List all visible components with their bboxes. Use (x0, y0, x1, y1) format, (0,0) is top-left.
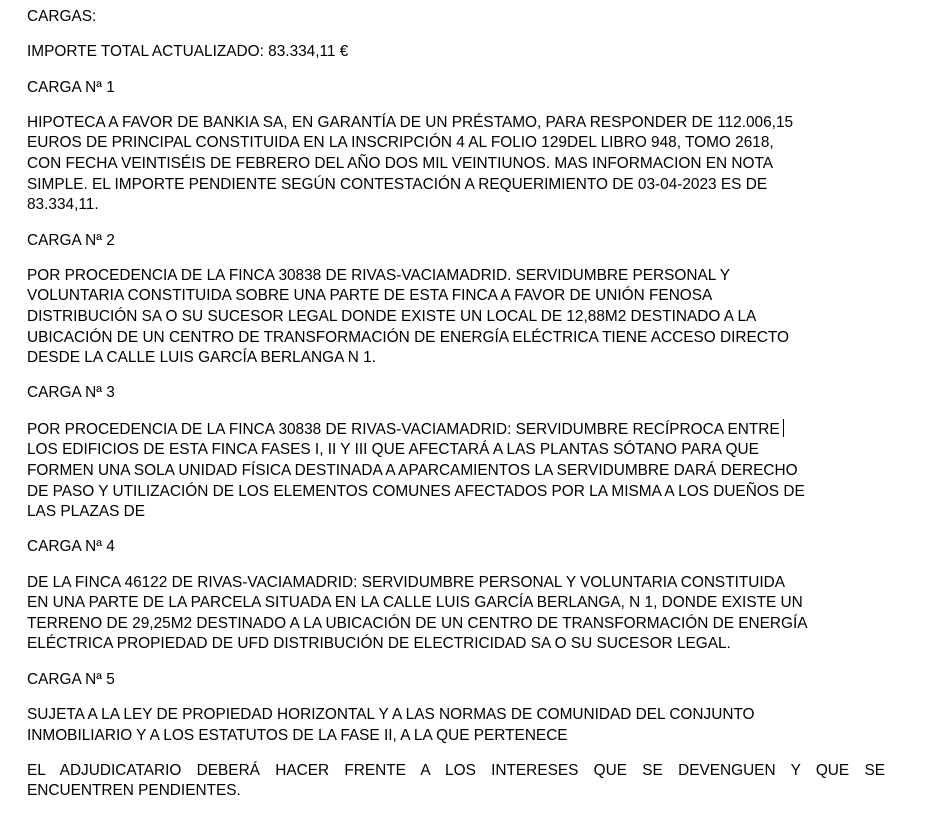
text-line-content: POR PROCEDENCIA DE LA FINCA 30838 DE RIVAS-VACIAMADRID: SERVIDUMBRE RECÍPROCA ENTRE (27, 420, 780, 438)
carga-2-text (27, 266, 885, 369)
carga-1-title: CARGA Nª 1 (27, 78, 115, 96)
carga-4-text (27, 573, 885, 655)
text-line (27, 419, 885, 441)
text-line: CON FECHA VEINTISÉIS DE FEBRERO DEL AÑO DOS MIL VEINTIUNOS. MAS INFORMACION EN NOTA (27, 155, 773, 173)
document-body (27, 7, 885, 817)
text-line: INMOBILIARIO Y A LOS ESTATUTOS DE LA FASE II, A LA QUE PERTENECE (27, 726, 568, 744)
text-line-justified: EL ADJUDICATARIO DEBERÁ HACER FRENTE A LOS INTERESES QUE SE DEVENGUEN Y QUE SE (27, 761, 885, 779)
text-line: DE LA FINCA 46122 DE RIVAS-VACIAMADRID: SERVIDUMBRE PERSONAL Y VOLUNTARIA CONSTITUIDA (27, 573, 786, 591)
text-line: TERRENO DE 29,25M2 DESTINADO A LA UBICACIÓN DE UN CENTRO DE TRANSFORMACIÓN DE ENERGÍA (27, 614, 808, 632)
cargas-heading: CARGAS: (27, 8, 97, 25)
text-line: LAS PLAZAS DE (27, 503, 146, 521)
text-line: VOLUNTARIA CONSTITUIDA SOBRE UNA PARTE DE ESTA FINCA A FAVOR DE UNIÓN FENOSA (27, 287, 713, 305)
text-line: 83.334,11. (27, 196, 99, 214)
closing-note (27, 761, 885, 802)
text-line: DISTRIBUCIÓN SA O SU SUCESOR LEGAL DONDE EXISTE UN LOCAL DE 12,88M2 DESTINADO A LA (27, 307, 757, 325)
text-line: UBICACIÓN DE UN CENTRO DE TRANSFORMACIÓN DE ENERGÍA ELÉCTRICA TIENE ACCESO DIRECTO (27, 328, 789, 346)
carga-1-text (27, 113, 885, 216)
text-line: LOS EDIFICIOS DE ESTA FINCA FASES I, II Y III QUE AFECTARÁ A LAS PLANTAS SÓTANO PARA QUE (27, 441, 759, 459)
carga-5-text (27, 705, 885, 746)
text-line: POR PROCEDENCIA DE LA FINCA 30838 DE RIVAS-VACIAMADRID. SERVIDUMBRE PERSONAL Y (27, 266, 731, 284)
text-line: SIMPLE. EL IMPORTE PENDIENTE SEGÚN CONTESTACIÓN A REQUERIMIENTO DE 03-04-2023 ES DE (27, 175, 768, 193)
text-line: DE PASO Y UTILIZACIÓN DE LOS ELEMENTOS COMUNES AFECTADOS POR LA MISMA A LOS DUEÑOS DE (27, 482, 805, 500)
total-amount: IMPORTE TOTAL ACTUALIZADO: 83.334,11 € (27, 43, 349, 61)
text-line: SUJETA A LA LEY DE PROPIEDAD HORIZONTAL Y A LAS NORMAS DE COMUNIDAD DEL CONJUNTO (27, 706, 755, 723)
text-cursor (783, 419, 784, 437)
text-line: HIPOTECA A FAVOR DE BANKIA SA, EN GARANTÍA DE UN PRÉSTAMO, PARA RESPONDER DE 112.006,15 (27, 113, 794, 131)
text-line: DESDE LA CALLE LUIS GARCÍA BERLANGA N 1. (27, 349, 376, 367)
carga-4-title: CARGA Nª 4 (27, 538, 115, 556)
text-line: ELÉCTRICA PROPIEDAD DE UFD DISTRIBUCIÓN DE ELECTRICIDAD SA O SU SUCESOR LEGAL. (27, 635, 731, 653)
text-line: EN UNA PARTE DE LA PARCELA SITUADA EN LA CALLE LUIS GARCÍA BERLANGA, N 1, DONDE EXISTE UN (27, 594, 803, 612)
carga-3-text[interactable] (27, 419, 885, 523)
carga-2-title: CARGA Nª 2 (27, 231, 115, 249)
carga-5-title: CARGA Nª 5 (27, 670, 115, 688)
text-line: FORMEN UNA SOLA UNIDAD FÍSICA DESTINADA A APARCAMIENTOS LA SERVIDUMBRE DARÁ DERECHO (27, 461, 798, 479)
text-line: ENCUENTREN PENDIENTES. (27, 782, 241, 800)
text-line: EUROS DE PRINCIPAL CONSTITUIDA EN LA INSCRIPCIÓN 4 AL FOLIO 129DEL LIBRO 948, TOMO 2618, (27, 134, 774, 152)
carga-3-title: CARGA Nª 3 (27, 384, 115, 402)
